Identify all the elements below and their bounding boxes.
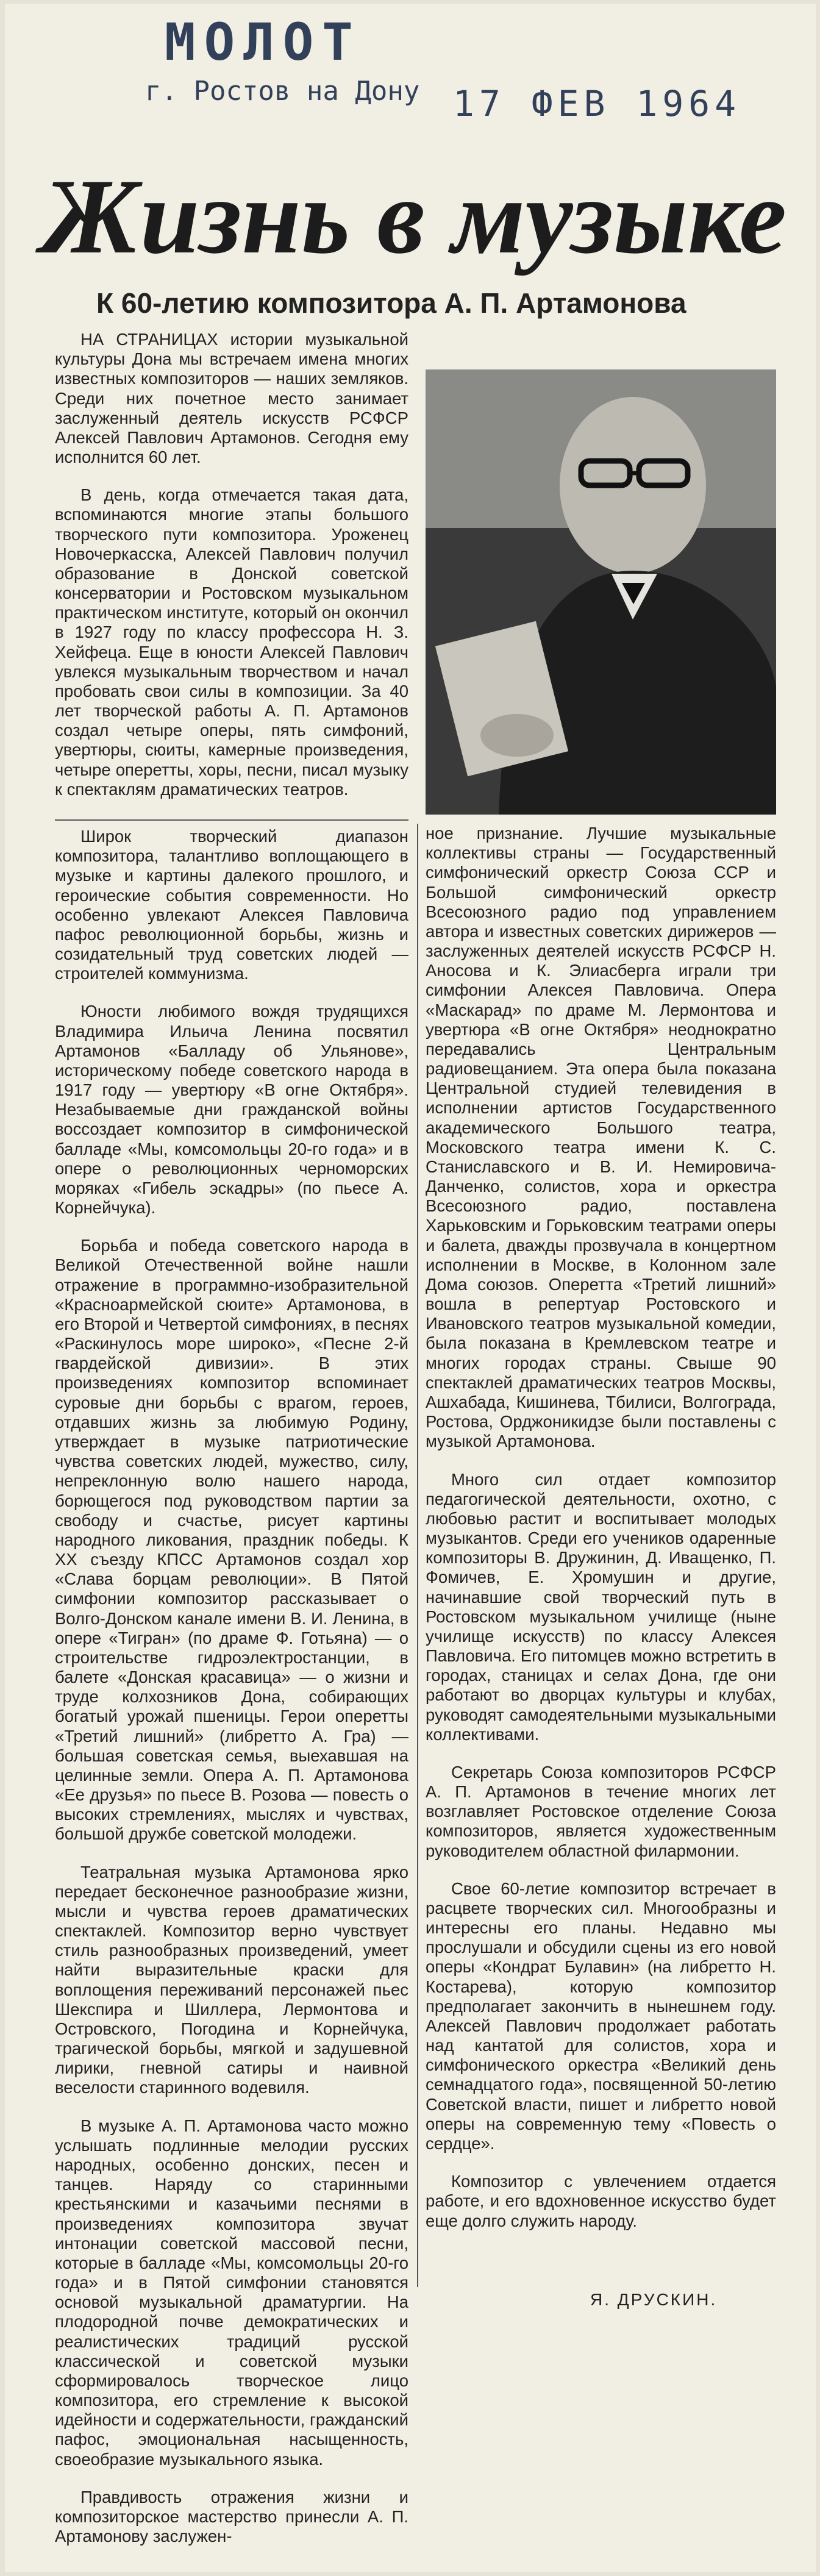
column-divider: [417, 824, 418, 2287]
paragraph: ное признание. Лучшие музыкальные коллективы страны — Государственный симфонический оркестр Союза ССР и Большой симфонический оркестр Всесоюзного радио под управлением автора и известных советских дирижеров — заслуженных деятелей искусств РСФСР Н. Аносова и К. Элиасберга играли три симфонии Алексея Павловича. Опера «Маскарад» по драме М. Лермонтова и увертюра «В огне Октября» неоднократно передавались Центральным радиовещанием. Эта опера была показана Центральной студией телевидения в исполнении артистов Государственного академического Большого театра, Московского театра имени К. С. Станиславского и В. И. Немировича-Данченко, солистов, хора и оркестра Всесоюзного радио, поставлена Харьковским и Горьковским театрами оперы и балета, дважды прозвучала в концертном исполнении в Москве, в Колонном зале Дома союзов. Оперетта «Третий лишний» вошла в репертуар Ростовского и Ивановского театров музыкальной комедии, была показана в Кремлевском театре и многих городах страны. Свыше 90 спектаклей драматических театров Москвы, Ашхабада, Кишинева, Тбилиси, Волгограда, Ростова, Орджоникидзе были поставлены с музыкой Артамонова.: [426, 824, 776, 1451]
paragraph: Правдивость отражения жизни и композиторское мастерство принесли А. П. Артамонову заслужен-: [55, 2487, 408, 2546]
article-subheadline: К 60-летию композитора А. П. Артамонова: [96, 287, 686, 319]
paragraph: Композитор с увлечением отдается работе, и его вдохновенное искусство будет еще долго служить народу.: [426, 2172, 776, 2230]
paragraph: Широк творческий диапазон композитора, талантливо воплощающего в музыке и картины далекого прошлого, и героические события современности. Но особенно увлекают Алексея Павловича пафос революционной борьбы, жизнь и созидательный труд советских людей — строителей коммунизма.: [55, 827, 408, 983]
paragraph: НА СТРАНИЦАХ истории музыкальной культуры Дона мы встречаем имена многих известных композиторов — наших земляков. Среди них почетное место занимает заслуженный деятель искусств РСФСР Алексей Павлович Артамонов. Сегодня ему исполнится 60 лет.: [55, 330, 408, 467]
newspaper-clipping: [5, 4, 816, 2572]
date-stamp: 17 ФЕВ 1964: [453, 83, 741, 124]
column-1-top: [55, 330, 408, 818]
paragraph: Много сил отдает композитор педагогической деятельности, охотно, с любовью растит и воспитывает молодых музыкантов. Среди его учеников одаренные композиторы В. Дружинин, Д. Иващенко, П. Фомичев, Е. Хромушин и другие, начинавшие свой творческий путь в Ростовском музыкальном училище (ныне училище искусств) по классу Алексея Павловича. Его питомцев можно встретить в городах, станицах и селах Дона, где они работают во дворцах культуры и клубах, руководят самодеятельными музыкальными коллективами.: [426, 1469, 776, 1744]
paragraph: Борьба и победа советского народа в Великой Отечественной войне нашли отражение в программно-изобразительной «Красноармейской сюите» Артамонова, в его Второй и Четвертой симфониях, в песнях «Раскинулось море широко», «Песне 2-й гвардейской дивизии». В этих произведениях композитор вспоминает суровые дни борьбы с врагом, героев, отдавших жизнь за любимую Родину, утверждает в музыке патриотические чувства советских людей, мужество, силу, непреклонную волю нашего народа, борющегося под руководством партии за свободу и счастье, рисует картины народного ликования, праздник победы. К XX съезду КПСС Артамонов создал хор «Слава борцам революции». В Пятой симфонии композитор рассказывает о Волго-Донском канале имени В. И. Ленина, в опере «Тигран» (по драме Ф. Готьяна) — о строительстве гидроэлектростанции, в балете «Донская красавица» — о жизни и труде колхозников Дона, собирающих богатый урожай пшеницы. Герои оперетты «Третий лишний» (либретто А. Гра) — большая советская семья, выехавшая на целинные земли. Опера А. П. Артамонова «Ее друзья» по пьесе В. Розова — повесть о высоких стремлениях, мыслях и чувствах, большой дружбе советской молодежи.: [55, 1236, 408, 1844]
composer-portrait-image: [426, 369, 776, 815]
paragraph: Секретарь Союза композиторов РСФСР А. П. Артамонов в течение многих лет возглавляет Ростовское отделение Союза композиторов, является художественным руководителем областной филармонии.: [426, 1762, 776, 1860]
paragraph: В день, когда отмечается такая дата, вспоминаются многие этапы большого творческого пути композитора. Уроженец Новочеркасска, Алексей Павлович получил образование в Донской советской консерватории и Ростовском музыкальном практическом институте, который он окончил в 1927 году по классу профессора Н. З. Хейфеца. Еще в юности Алексей Павлович увлекся музыкальным творчеством и начал пробовать свои силы в композиции. За 40 лет творческой работы А. П. Артамонов создал четыре оперы, пять симфоний, увертюры, сюиты, камерные произведения, четыре оперетты, хоры, песни, писал музыку к спектаклям драматических театров.: [55, 485, 408, 799]
author-signature: Я. ДРУСКИН.: [590, 2290, 718, 2309]
portrait-photo: [426, 369, 776, 815]
city-stamp: г. Ростов на Дону: [145, 76, 420, 107]
article-headline: Жизнь в музыке: [41, 157, 787, 276]
column-2: [426, 824, 776, 2284]
column-1-bottom: [55, 827, 408, 2564]
paragraph: Свое 60-летие композитор встречает в расцвете творческих сил. Многообразны и интересны его планы. Недавно мы прослушали и обсудили сцены из его новой оперы «Кондрат Булавин» (на либретто Н. Костарева), которую композитор предполагает закончить в нынешнем году. Алексей Павлович продолжает работать над кантатой для солистов, хора и симфонического оркестра «Великий день семнадцатого года», посвященной 50-летию Советской власти, пишет и либретто новой оперы на современную тему «Повесть о сердце».: [426, 1878, 776, 2153]
paragraph: В музыке А. П. Артамонова часто можно услышать подлинные мелодии русских народных, особенно донских, песен и танцев. Наряду со старинными крестьянскими и казачьими песнями в произведениях композитора звучат интонации советской массовой песни, которые в балладе «Мы, комсомольцы 20-го года» и в Пятой симфонии становятся основой музыкальной драматургии. На плодородной почве демократических и реалистических традиций русской классической и советской музыки сформировалось творческое лицо композитора, его стремление к высокой идейности и содержательности, гражданский пафос, эмоциональная насыщенность, своеобразие музыкального языка.: [55, 2116, 408, 2469]
newspaper-name-stamp: МОЛОТ: [165, 12, 362, 72]
paragraph: Театральная музыка Артамонова ярко передает бесконечное разнообразие жизни, мысли и чувства героев драматических спектаклей. Композитор верно чувствует стиль разнообразных произведений, умеет найти выразительные краски для воплощения переживаний персонажей пьес Шекспира и Шиллера, Лермонтова и Островского, Погодина и Корнейчука, трагической борьбы, мягкой и задушевной лирики, гневной сатиры и наивной веселости старинного водевиля.: [55, 1862, 408, 2097]
section-divider: [55, 819, 408, 821]
paragraph: Юности любимого вождя трудящихся Владимира Ильича Ленина посвятил Артамонов «Балладу об Ульянове», историческому победе советского народа в 1917 году — увертюру «В огне Октября». Незабываемые дни гражданской войны воссоздает композитор в симфонической балладе «Мы, комсомольцы 20-го года» и в опере о революционных черноморских моряках «Гибель эскадры» (по пьесе А. Корнейчука).: [55, 1002, 408, 1218]
